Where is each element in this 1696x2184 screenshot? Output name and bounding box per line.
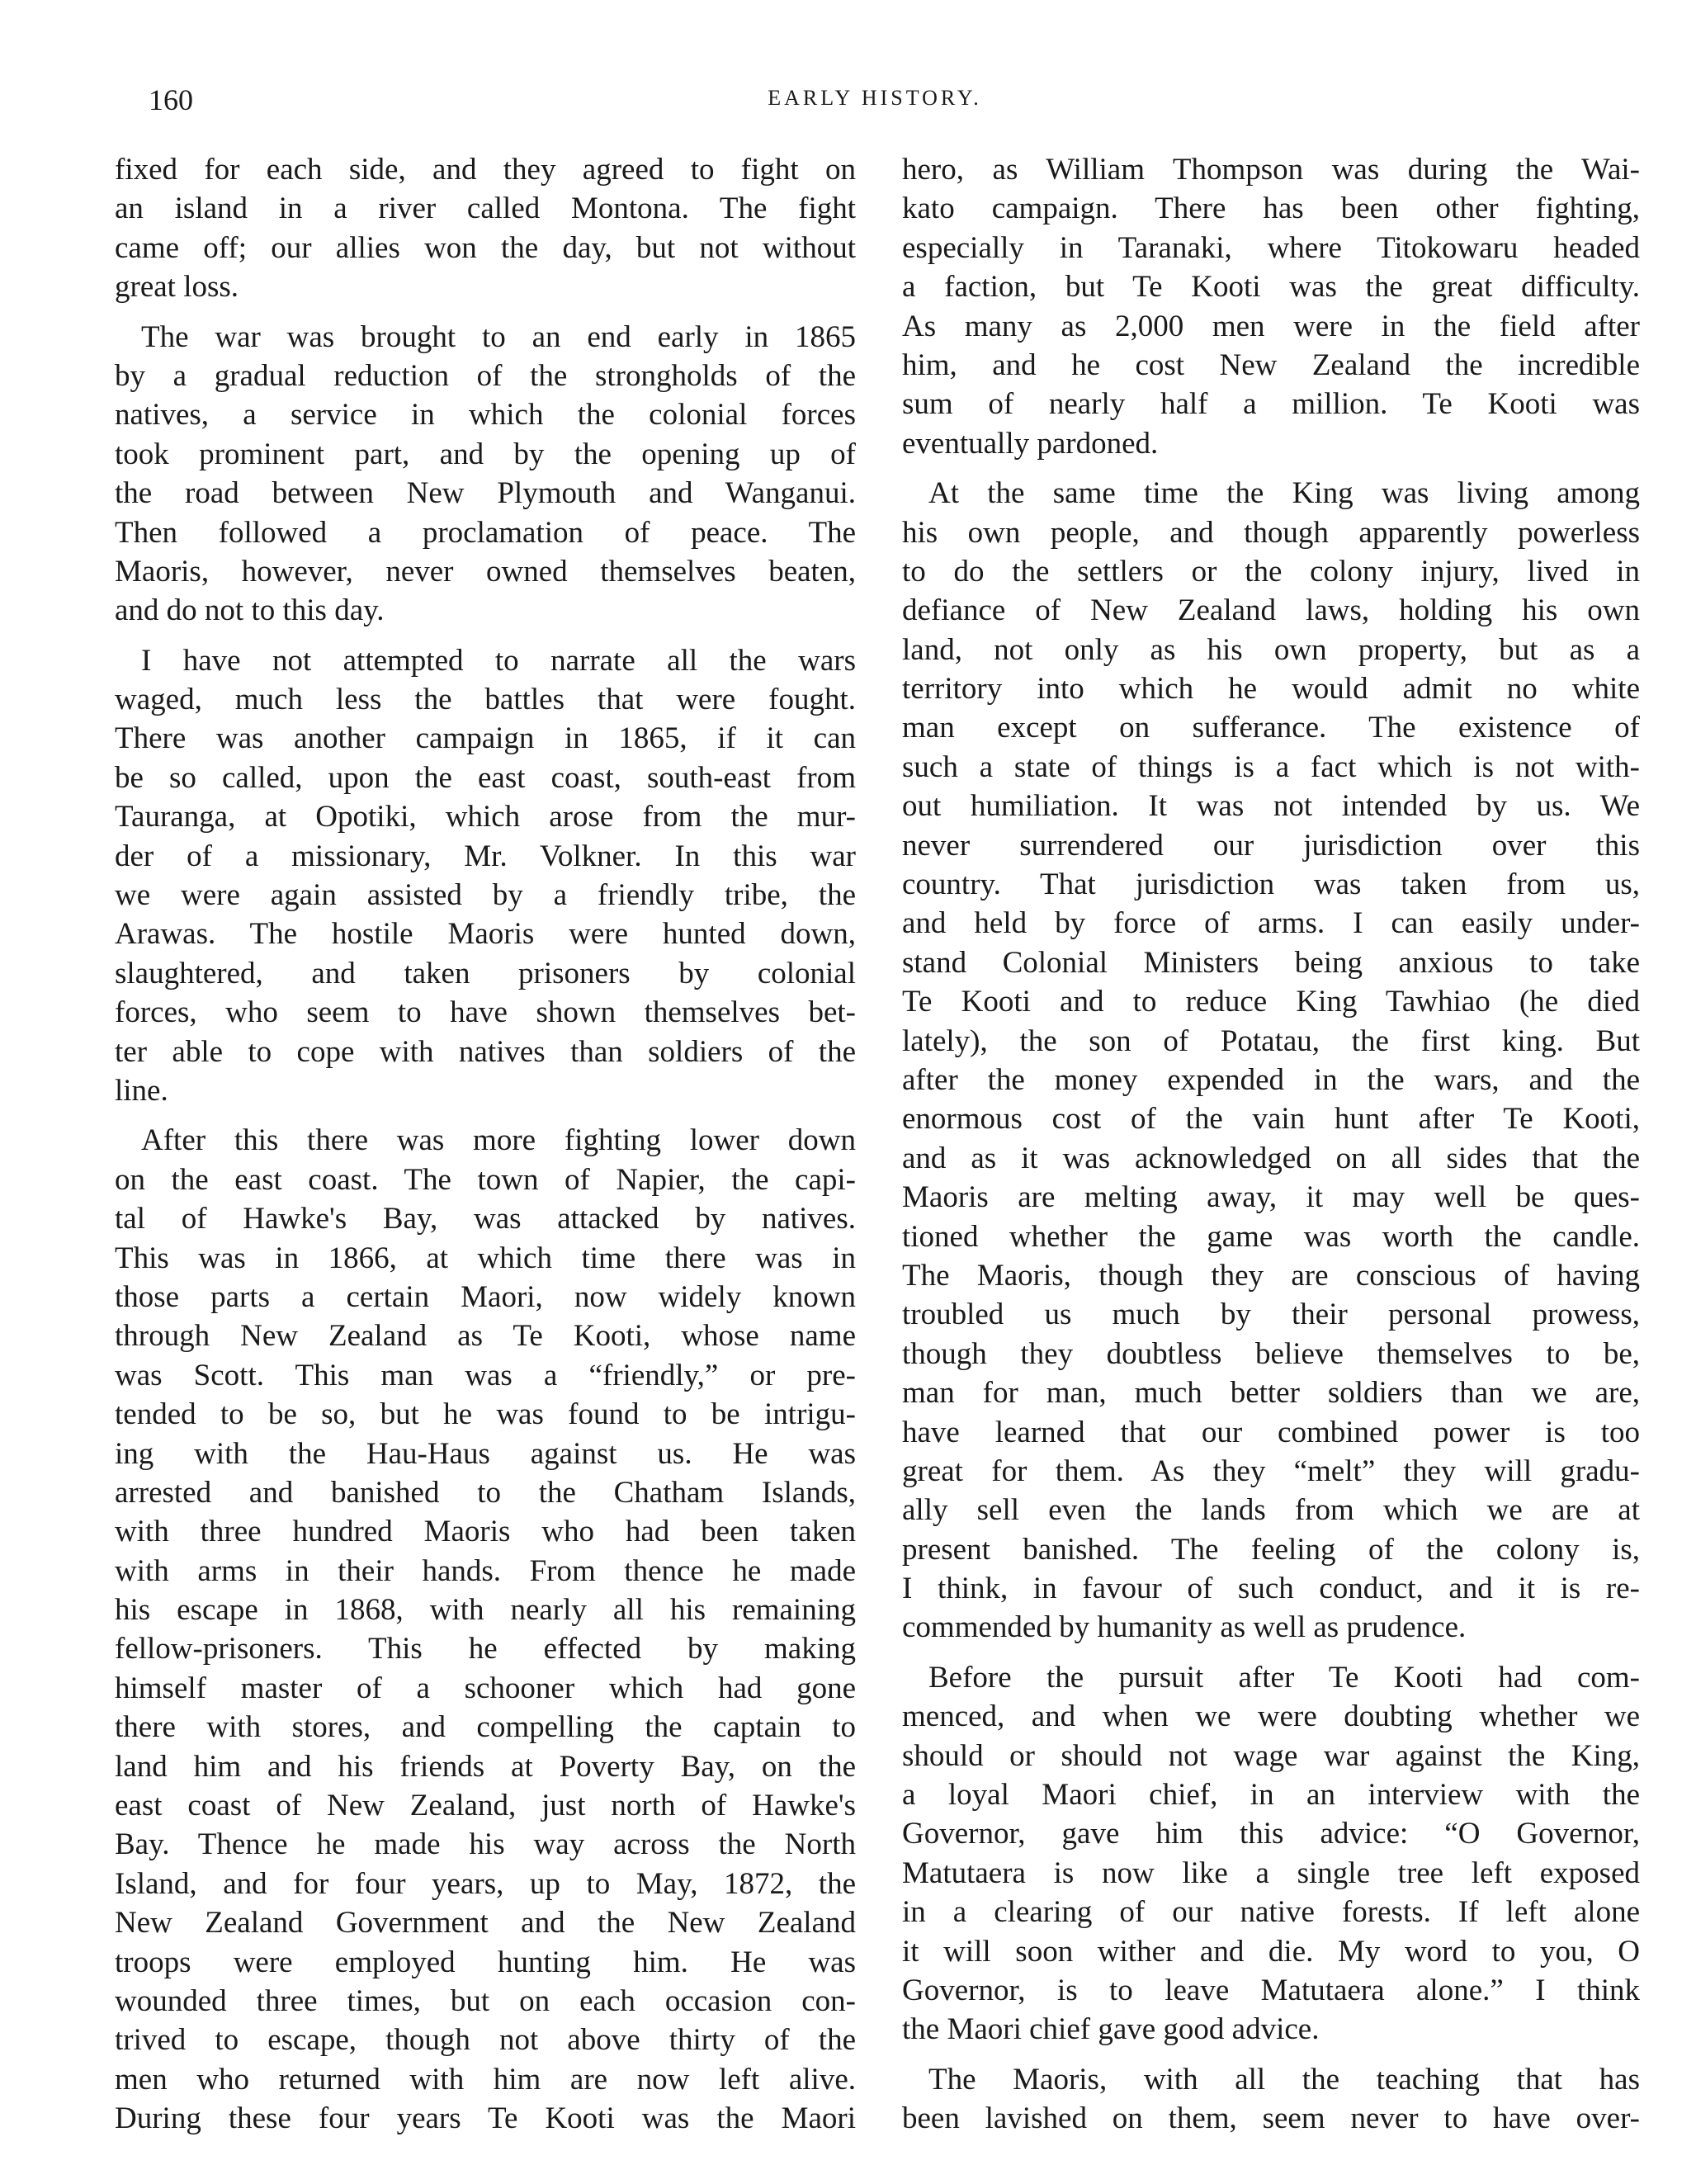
text-line: man except on sufferance. The existence of bbox=[902, 711, 1640, 745]
text-line: though they doubtless believe themselves to be, bbox=[902, 1336, 1640, 1371]
text-line: During these four years Te Kooti was the Maori bbox=[115, 2101, 856, 2136]
text-line: Island, and for four years, up to May, 1872, the bbox=[115, 1866, 856, 1901]
text-line: This was in 1866, at which time there was in bbox=[115, 1241, 856, 1275]
text-line: through New Zealand as Te Kooti, whose name bbox=[115, 1319, 856, 1354]
text-line: tended to be so, but he was found to be intrigu- bbox=[115, 1397, 856, 1432]
text-line: New Zealand Government and the New Zealand bbox=[115, 1906, 856, 1941]
text-line: trived to escape, though not above thirty of the bbox=[115, 2023, 856, 2058]
text-line: we were again assisted by a friendly tribe, the bbox=[115, 878, 856, 913]
text-line: There was another campaign in 1865, if it can bbox=[115, 721, 856, 756]
paragraph bbox=[902, 1658, 1640, 2049]
text-line: tal of Hawke's Bay, was attacked by natives. bbox=[115, 1202, 856, 1236]
text-line: I have not attempted to narrate all the wars bbox=[141, 643, 856, 678]
text-line: The Maoris, with all the teaching that has bbox=[928, 2062, 1640, 2097]
text-line: great loss. bbox=[115, 270, 239, 305]
text-line: by a gradual reduction of the strongholds of the bbox=[115, 358, 856, 393]
text-line: waged, much less the battles that were fought. bbox=[115, 683, 856, 717]
page-number: 160 bbox=[149, 83, 193, 116]
text-line: Governor, gave him this advice: “O Governor, bbox=[902, 1817, 1640, 1851]
text-line: a faction, but Te Kooti was the great difficulty. bbox=[902, 270, 1640, 305]
text-line: especially in Taranaki, where Titokowaru headed bbox=[902, 230, 1640, 265]
text-line: be so called, upon the east coast, south-east from bbox=[115, 760, 856, 795]
text-line: have learned that our combined power is too bbox=[902, 1415, 1640, 1449]
text-line: with arms in their hands. From thence he made bbox=[115, 1553, 856, 1588]
text-line: commended by humanity as well as prudence. bbox=[902, 1610, 1467, 1645]
text-line: Arawas. The hostile Maoris were hunted down, bbox=[115, 917, 856, 952]
text-line: Te Kooti and to reduce King Tawhiao (he died bbox=[902, 985, 1640, 1019]
text-line: to do the settlers or the colony injury, lived in bbox=[902, 554, 1640, 589]
text-line: eventually pardoned. bbox=[902, 426, 1159, 461]
text-line: was Scott. This man was a “friendly,” or pre- bbox=[115, 1358, 856, 1392]
text-line: and as it was acknowledged on all sides that the bbox=[902, 1141, 1640, 1175]
text-line: man for man, much better soldiers than we are, bbox=[902, 1376, 1640, 1411]
text-line: Then followed a proclamation of peace. The bbox=[115, 515, 856, 550]
text-line: it will soon wither and die. My word to you, O bbox=[902, 1934, 1640, 1969]
text-line: land, not only as his own property, but as a bbox=[902, 632, 1640, 667]
text-line: natives, a service in which the colonial forces bbox=[115, 398, 856, 433]
text-column-left bbox=[115, 150, 856, 2149]
text-line: Governor, is to leave Matutaera alone.” I think bbox=[902, 1973, 1640, 2007]
text-line: slaughtered, and taken prisoners by colonial bbox=[115, 956, 856, 990]
text-line: his escape in 1868, with nearly all his remaining bbox=[115, 1593, 856, 1628]
text-line: After this there was more fighting lower down bbox=[141, 1123, 856, 1158]
text-line: ter able to cope with natives than soldiers of the bbox=[115, 1034, 856, 1069]
text-line: defiance of New Zealand laws, holding his own bbox=[902, 593, 1640, 628]
text-line: a loyal Maori chief, in an interview with the bbox=[902, 1778, 1640, 1813]
text-line: I think, in favour of such conduct, and it is re- bbox=[902, 1572, 1640, 1606]
text-line: Matutaera is now like a single tree left exposed bbox=[902, 1855, 1640, 1890]
text-line: present banished. The feeling of the colony is, bbox=[902, 1532, 1640, 1567]
text-line: those parts a certain Maori, now widely known bbox=[115, 1279, 856, 1314]
text-line: enormous cost of the vain hunt after Te Kooti, bbox=[902, 1102, 1640, 1137]
running-head: EARLY HISTORY. bbox=[768, 86, 982, 110]
text-line: menced, and when we were doubting whether we bbox=[902, 1699, 1640, 1734]
text-line: territory into which he would admit no white bbox=[902, 672, 1640, 707]
text-line: ing with the Hau-Haus against us. He was bbox=[115, 1436, 856, 1471]
text-line: the Maori chief gave good advice. bbox=[902, 2012, 1320, 2047]
text-line: troubled us much by their personal prowess, bbox=[902, 1298, 1640, 1332]
text-line: sum of nearly half a million. Te Kooti was bbox=[902, 387, 1640, 422]
text-line: Maoris are melting away, it may well be ques- bbox=[902, 1180, 1640, 1215]
text-line: The Maoris, though they are conscious of having bbox=[902, 1258, 1640, 1293]
text-line: took prominent part, and by the opening up of bbox=[115, 437, 856, 471]
paragraph bbox=[902, 474, 1640, 1647]
text-line: Before the pursuit after Te Kooti had com- bbox=[928, 1660, 1640, 1695]
text-line: forces, who seem to have shown themselves bet- bbox=[115, 995, 856, 1030]
text-line: himself master of a schooner which had gone bbox=[115, 1671, 856, 1705]
text-line: the road between New Plymouth and Wanganui. bbox=[115, 476, 856, 511]
text-line: ally sell even the lands from which we are at bbox=[902, 1493, 1640, 1528]
text-line: Tauranga, at Opotiki, which arose from the mur- bbox=[115, 800, 856, 834]
text-line: been lavished on them, seem never to have over- bbox=[902, 2101, 1640, 2136]
paragraph bbox=[115, 318, 856, 631]
text-line: Maoris, however, never owned themselves beaten, bbox=[115, 554, 856, 589]
paragraph bbox=[902, 150, 1640, 463]
text-line: troops were employed hunting him. He was bbox=[115, 1945, 856, 1979]
paragraph bbox=[902, 2060, 1640, 2139]
text-line: his own people, and though apparently powerless bbox=[902, 515, 1640, 550]
text-line: on the east coast. The town of Napier, the capi- bbox=[115, 1162, 856, 1197]
text-line: arrested and banished to the Chatham Islands, bbox=[115, 1475, 856, 1510]
text-line: should or should not wage war against the King, bbox=[902, 1738, 1640, 1773]
text-line: country. That jurisdiction was taken from us, bbox=[902, 867, 1640, 902]
paragraph bbox=[115, 150, 856, 307]
text-line: and do not to this day. bbox=[115, 593, 385, 628]
text-line: out humiliation. It was not intended by us. We bbox=[902, 789, 1640, 824]
text-line: der of a missionary, Mr. Volkner. In this war bbox=[115, 839, 856, 873]
text-line: and held by force of arms. I can easily under- bbox=[902, 906, 1640, 941]
text-line: in a clearing of our native forests. If left alone bbox=[902, 1895, 1640, 1930]
text-line: fellow-prisoners. This he effected by making bbox=[115, 1632, 856, 1666]
text-line: men who returned with him are now left alive. bbox=[115, 2062, 856, 2097]
text-line: kato campaign. There has been other fighting, bbox=[902, 191, 1640, 226]
text-line: after the money expended in the wars, and the bbox=[902, 1062, 1640, 1097]
text-line: hero, as William Thompson was during the Wai- bbox=[902, 153, 1640, 187]
text-line: The war was brought to an end early in 1865 bbox=[141, 319, 856, 354]
text-line: great for them. As they “melt” they will gradu- bbox=[902, 1454, 1640, 1488]
text-line: Bay. Thence he made his way across the North bbox=[115, 1827, 856, 1862]
paragraph bbox=[115, 641, 856, 1111]
text-line: an island in a river called Montona. The fight bbox=[115, 191, 856, 226]
text-line: there with stores, and compelling the captain to bbox=[115, 1710, 856, 1745]
text-line: fixed for each side, and they agreed to fight on bbox=[115, 153, 856, 187]
paragraph bbox=[115, 1121, 856, 2138]
text-line: came off; our allies won the day, but not without bbox=[115, 230, 856, 265]
text-line: tioned whether the game was worth the candle. bbox=[902, 1219, 1640, 1254]
text-line: wounded three times, but on each occasion con- bbox=[115, 1983, 856, 2018]
text-line: lately), the son of Potatau, the first king. But bbox=[902, 1023, 1640, 1058]
text-line: land him and his friends at Poverty Bay, on the bbox=[115, 1749, 856, 1784]
text-line: line. bbox=[115, 1073, 168, 1108]
text-line: stand Colonial Ministers being anxious to take bbox=[902, 945, 1640, 980]
text-line: At the same time the King was living among bbox=[928, 476, 1640, 511]
text-column-right bbox=[902, 150, 1640, 2149]
text-line: east coast of New Zealand, just north of Hawke's bbox=[115, 1789, 856, 1823]
text-line: As many as 2,000 men were in the field after bbox=[902, 309, 1640, 343]
text-line: him, and he cost New Zealand the incredible bbox=[902, 347, 1640, 382]
text-line: with three hundred Maoris who had been taken bbox=[115, 1515, 856, 1549]
text-line: never surrendered our jurisdiction over this bbox=[902, 828, 1640, 863]
text-line: such a state of things is a fact which is not with- bbox=[902, 749, 1640, 784]
